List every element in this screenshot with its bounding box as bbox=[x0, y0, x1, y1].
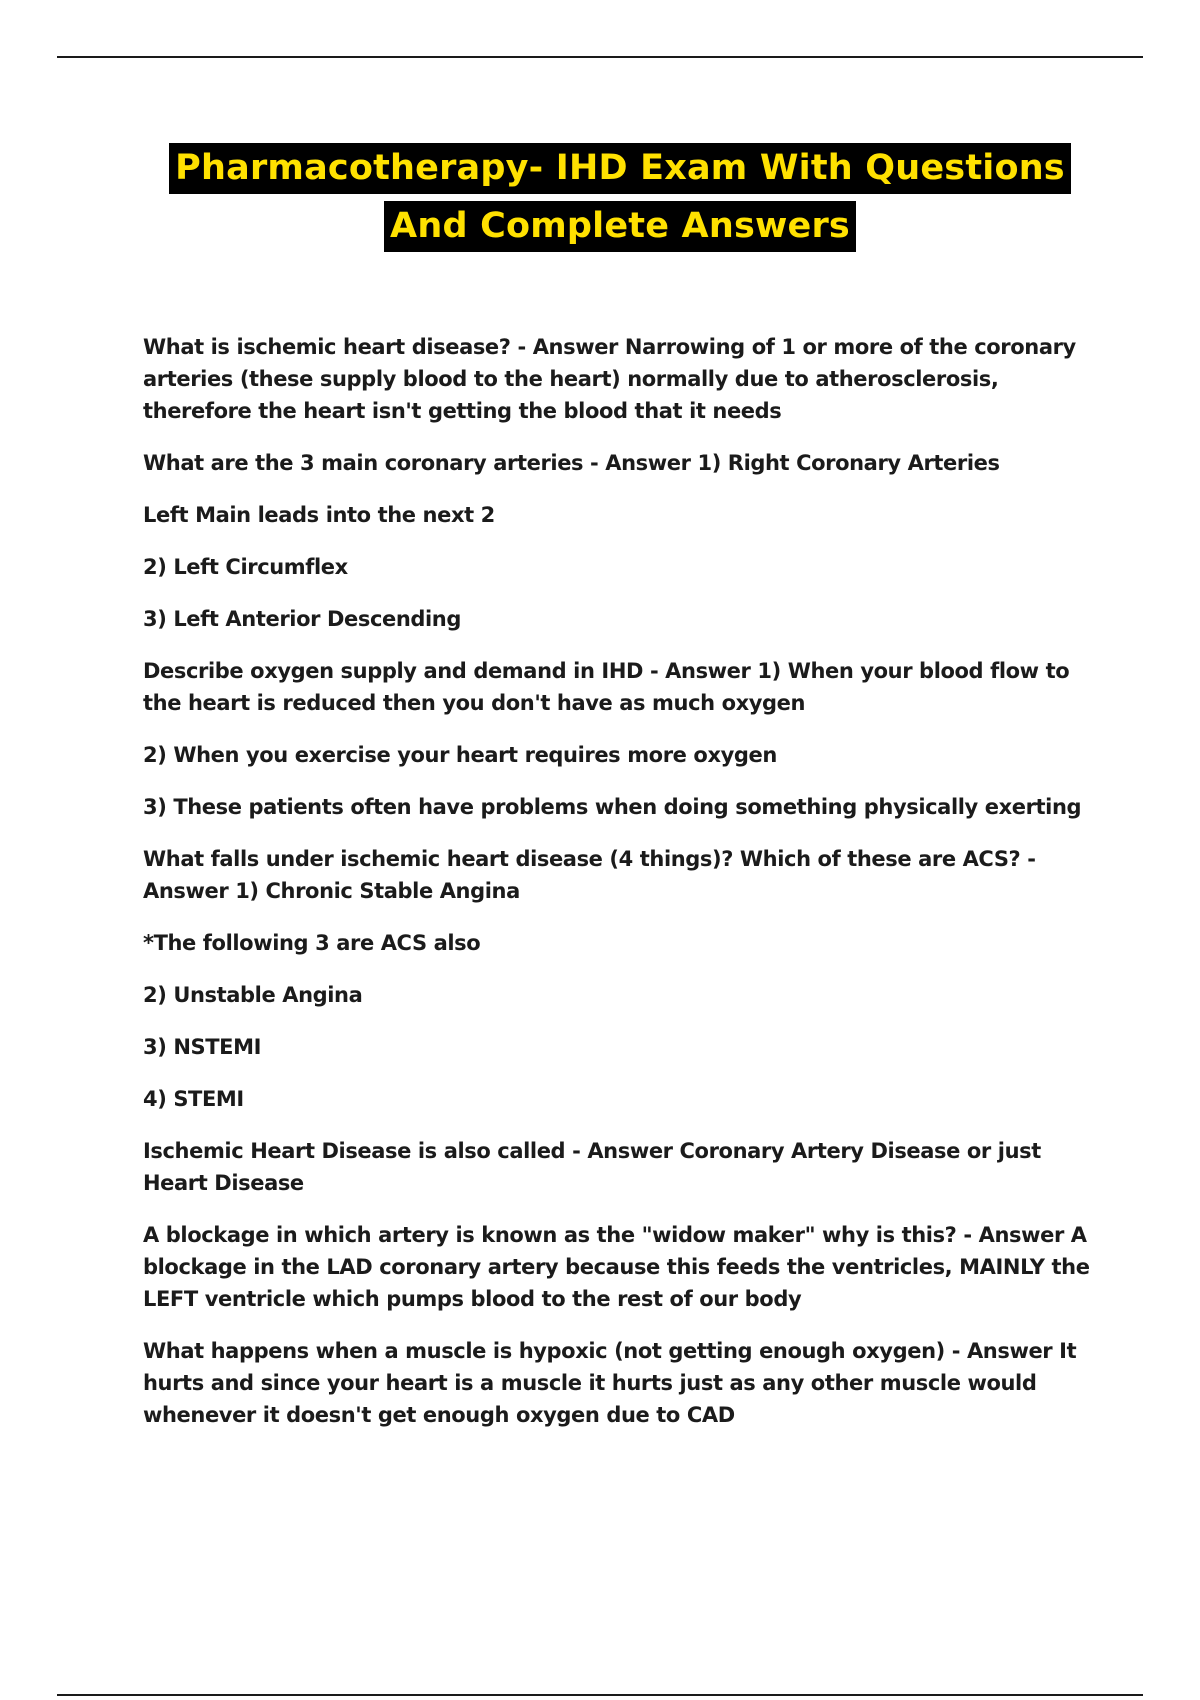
qa-paragraph: 3) NSTEMI bbox=[143, 1035, 262, 1059]
qa-paragraph: 2) Unstable Angina bbox=[143, 983, 363, 1007]
title-line-2: And Complete Answers bbox=[384, 201, 856, 252]
top-divider bbox=[57, 56, 1143, 58]
qa-paragraph: 3) These patients often have problems when doing something physically exerting bbox=[143, 795, 1082, 819]
qa-paragraph: 2) When you exercise your heart requires more oxygen bbox=[143, 743, 777, 767]
qa-paragraph: *The following 3 are ACS also bbox=[143, 931, 481, 955]
qa-paragraph: What are the 3 main coronary arteries - Answer 1) Right Coronary Arteries bbox=[143, 451, 1000, 475]
qa-paragraph: 2) Left Circumflex bbox=[143, 555, 348, 579]
title-line-1: Pharmacotherapy- IHD Exam With Questions bbox=[169, 143, 1071, 194]
document-title bbox=[0, 143, 1200, 252]
qa-paragraph: Left Main leads into the next 2 bbox=[143, 503, 495, 527]
qa-paragraph: What happens when a muscle is hypoxic (not getting enough oxygen) - Answer It hurts and since your heart is a muscle it hurts just as any other muscle would whenever it doesn't get enough oxygen due to CAD bbox=[143, 1339, 1077, 1427]
bottom-divider bbox=[57, 1694, 1143, 1696]
document-body bbox=[143, 331, 1098, 1451]
qa-paragraph: What is ischemic heart disease? - Answer Narrowing of 1 or more of the coronary arteries (these supply blood to the heart) normally due to atherosclerosis, therefore the heart isn't getting the blood that it needs bbox=[143, 335, 1076, 423]
qa-paragraph: 3) Left Anterior Descending bbox=[143, 607, 461, 631]
qa-paragraph: Ischemic Heart Disease is also called - Answer Coronary Artery Disease or just Heart Disease bbox=[143, 1139, 1041, 1195]
qa-paragraph: What falls under ischemic heart disease (4 things)? Which of these are ACS? - Answer 1) Chronic Stable Angina bbox=[143, 847, 1036, 903]
qa-paragraph: Describe oxygen supply and demand in IHD - Answer 1) When your blood flow to the heart is reduced then you don't have as much oxygen bbox=[143, 659, 1070, 715]
qa-paragraph: 4) STEMI bbox=[143, 1087, 244, 1111]
qa-paragraph: A blockage in which artery is known as the "widow maker" why is this? - Answer A blockage in the LAD coronary artery because this feeds the ventricles, MAINLY the LEFT ventricle which pumps blood to the rest of our body bbox=[143, 1223, 1090, 1311]
